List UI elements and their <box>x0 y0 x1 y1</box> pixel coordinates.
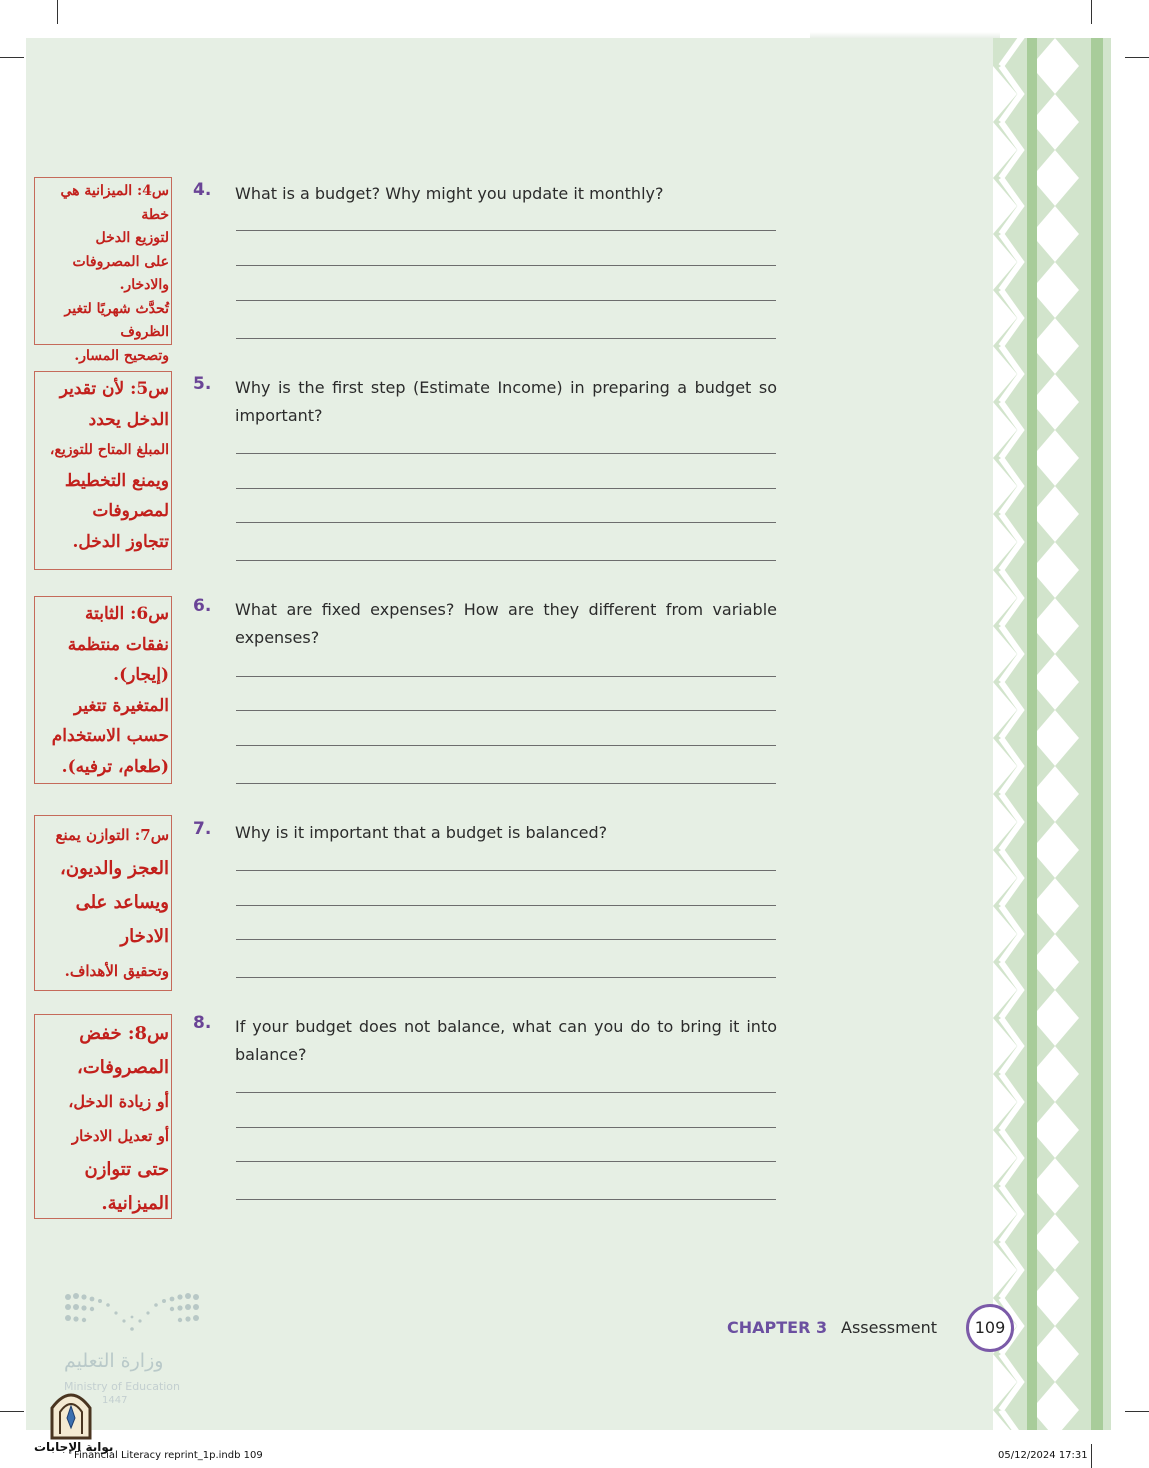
answer-line-text: (إيجار). <box>113 665 169 685</box>
diamond-shape <box>1031 262 1079 318</box>
diamond-shape <box>1031 766 1079 822</box>
answer-line[interactable] <box>236 1199 776 1200</box>
question-text: If your budget does not balance, what can you do to bring it into balance? <box>235 1017 777 1064</box>
question-number: 6. <box>193 596 212 616</box>
ministry-year: 1447 <box>102 1395 128 1406</box>
answer-line[interactable] <box>236 338 776 339</box>
page-number: 109 <box>966 1304 1014 1352</box>
answer-box-7 <box>34 815 172 991</box>
diamond-shape <box>1031 206 1079 262</box>
decorative-border <box>993 38 1111 1430</box>
answer-line[interactable] <box>236 560 776 561</box>
section-title: Assessment <box>841 1318 937 1337</box>
answer-line[interactable] <box>236 522 776 523</box>
answer-line-text: تُحدَّث شهريًا لتغير <box>64 300 169 317</box>
diamond-shape <box>1031 598 1079 654</box>
ministry-logo-icon <box>64 1291 200 1337</box>
print-slug-date: 05/12/2024 17:31 <box>998 1450 1088 1461</box>
question-number: 8. <box>193 1013 212 1033</box>
answer-box-6 <box>34 596 172 784</box>
answer-box-8 <box>34 1014 172 1219</box>
answer-line-text: الظروف <box>120 324 169 340</box>
answer-line[interactable] <box>236 1127 776 1128</box>
seal-icon <box>48 1388 94 1440</box>
answer-line[interactable] <box>236 453 776 454</box>
answer-line-text: (طعام، ترفيه). <box>61 756 169 777</box>
answer-line[interactable] <box>236 1161 776 1162</box>
answer-line-text: وتحقيق الأهداف. <box>64 962 169 980</box>
diamond-shape <box>1031 1046 1079 1102</box>
diamond-shape <box>1031 1326 1079 1382</box>
crop-mark <box>1091 1444 1092 1468</box>
answer-line-text: الدخل يحدد <box>88 409 169 430</box>
question-number: 4. <box>193 180 212 200</box>
answer-box-4 <box>34 177 172 364</box>
crop-mark <box>1125 57 1149 58</box>
green-stripe <box>1091 38 1103 1430</box>
diamond-shape <box>1031 374 1079 430</box>
question-text: What are fixed expenses? How are they different from variable expenses? <box>235 600 777 647</box>
crop-mark <box>0 1411 24 1412</box>
answer-line[interactable] <box>236 939 776 940</box>
diamond-shape <box>1031 542 1079 598</box>
diamond-shape <box>1031 94 1079 150</box>
crop-mark <box>57 0 58 24</box>
answer-line-text: أو زيادة الدخل، <box>68 1092 169 1111</box>
diamond-shape <box>1031 1382 1079 1430</box>
answer-line-text: وتصحيح المسار. <box>74 347 169 364</box>
crop-mark <box>0 57 24 58</box>
watermark-text: بوابة الإجابات <box>34 1440 114 1454</box>
diamond-shape <box>1031 1158 1079 1214</box>
answer-line[interactable] <box>236 1092 776 1093</box>
question-number: 7. <box>193 819 212 839</box>
diamond-shape <box>1031 878 1079 934</box>
answer-line[interactable] <box>236 905 776 906</box>
diamond-shape <box>1031 822 1079 878</box>
crop-mark <box>1125 1411 1149 1412</box>
answer-line[interactable] <box>236 230 776 231</box>
print-slug-file: Financial Literacy reprint_1p.indb 109 <box>74 1450 263 1461</box>
ministry-name-arabic: وزارة التعليم <box>64 1350 164 1372</box>
question-text: What is a budget? Why might you update it monthly? <box>235 184 664 203</box>
answer-line[interactable] <box>236 710 776 711</box>
answer-line-text: لمصروفات <box>92 501 169 521</box>
diamond-shape <box>1031 710 1079 766</box>
diamond-shape <box>1031 654 1079 710</box>
answer-line-text: الميزانية. <box>101 1193 169 1214</box>
answer-line-text: العجز والديون، <box>60 858 169 879</box>
diamond-shape <box>1031 1270 1079 1326</box>
diamond-shape <box>1031 38 1079 94</box>
answer-line[interactable] <box>236 265 776 266</box>
answer-line-text: لتوزيع الدخل <box>95 230 169 246</box>
answer-line-text: الادخار <box>120 926 169 947</box>
question-text: Why is it important that a budget is balanced? <box>235 823 608 842</box>
diamond-shape <box>1031 430 1079 486</box>
answer-line-text: س8: خفض <box>79 1023 169 1044</box>
question-number: 5. <box>193 374 212 394</box>
answer-line[interactable] <box>236 783 776 784</box>
green-stripe <box>1027 38 1037 1430</box>
zigzag-pattern <box>993 38 1111 1430</box>
answer-line-text: تتجاوز الدخل. <box>72 531 169 552</box>
answer-line-text: نفقات منتظمة <box>67 634 169 655</box>
diamond-shape <box>1031 990 1079 1046</box>
answer-line-text: س7: التوازن يمنع <box>55 826 169 844</box>
answer-line-text: على المصروفات <box>72 253 169 270</box>
diamond-shape <box>1031 1102 1079 1158</box>
diamond-shape <box>1031 1214 1079 1270</box>
answer-line-text: حسب الاستخدام <box>51 726 169 746</box>
answer-line[interactable] <box>236 676 776 677</box>
crop-mark <box>1091 0 1092 24</box>
answer-line[interactable] <box>236 745 776 746</box>
diamond-shape <box>1031 150 1079 206</box>
answer-line-text: المتغيرة تتغير <box>74 695 169 716</box>
answer-line-text: أو تعديل الادخار <box>71 1127 169 1145</box>
ministry-name-english: Ministry of Education <box>64 1380 181 1393</box>
answer-line-text: س4: الميزانية هي خطة <box>60 183 169 223</box>
diamond-shape <box>1031 934 1079 990</box>
answer-box-5 <box>34 371 172 570</box>
answer-line-text: ويمنع التخطيط <box>64 470 169 491</box>
answer-line-text: المصروفات، <box>77 1057 169 1078</box>
chapter-label: CHAPTER 3 <box>727 1318 828 1337</box>
answer-line[interactable] <box>236 300 776 301</box>
answer-line-text: المبلغ المتاح للتوزيع، <box>49 442 169 458</box>
diamond-shape <box>1031 486 1079 542</box>
answer-line[interactable] <box>236 488 776 489</box>
diamond-shape <box>1031 318 1079 374</box>
question-text: Why is the first step (Estimate Income) in preparing a budget so important? <box>235 378 777 425</box>
answer-line-text: حتى تتوازن <box>84 1159 169 1180</box>
answer-line-text: والادخار. <box>119 277 169 293</box>
answer-line-text: س5: لأن تقدير <box>59 379 169 399</box>
answer-line[interactable] <box>236 870 776 871</box>
answer-line-text: ويساعد على <box>75 892 169 913</box>
answer-line-text: س6: الثابتة <box>85 604 169 624</box>
answer-line[interactable] <box>236 977 776 978</box>
